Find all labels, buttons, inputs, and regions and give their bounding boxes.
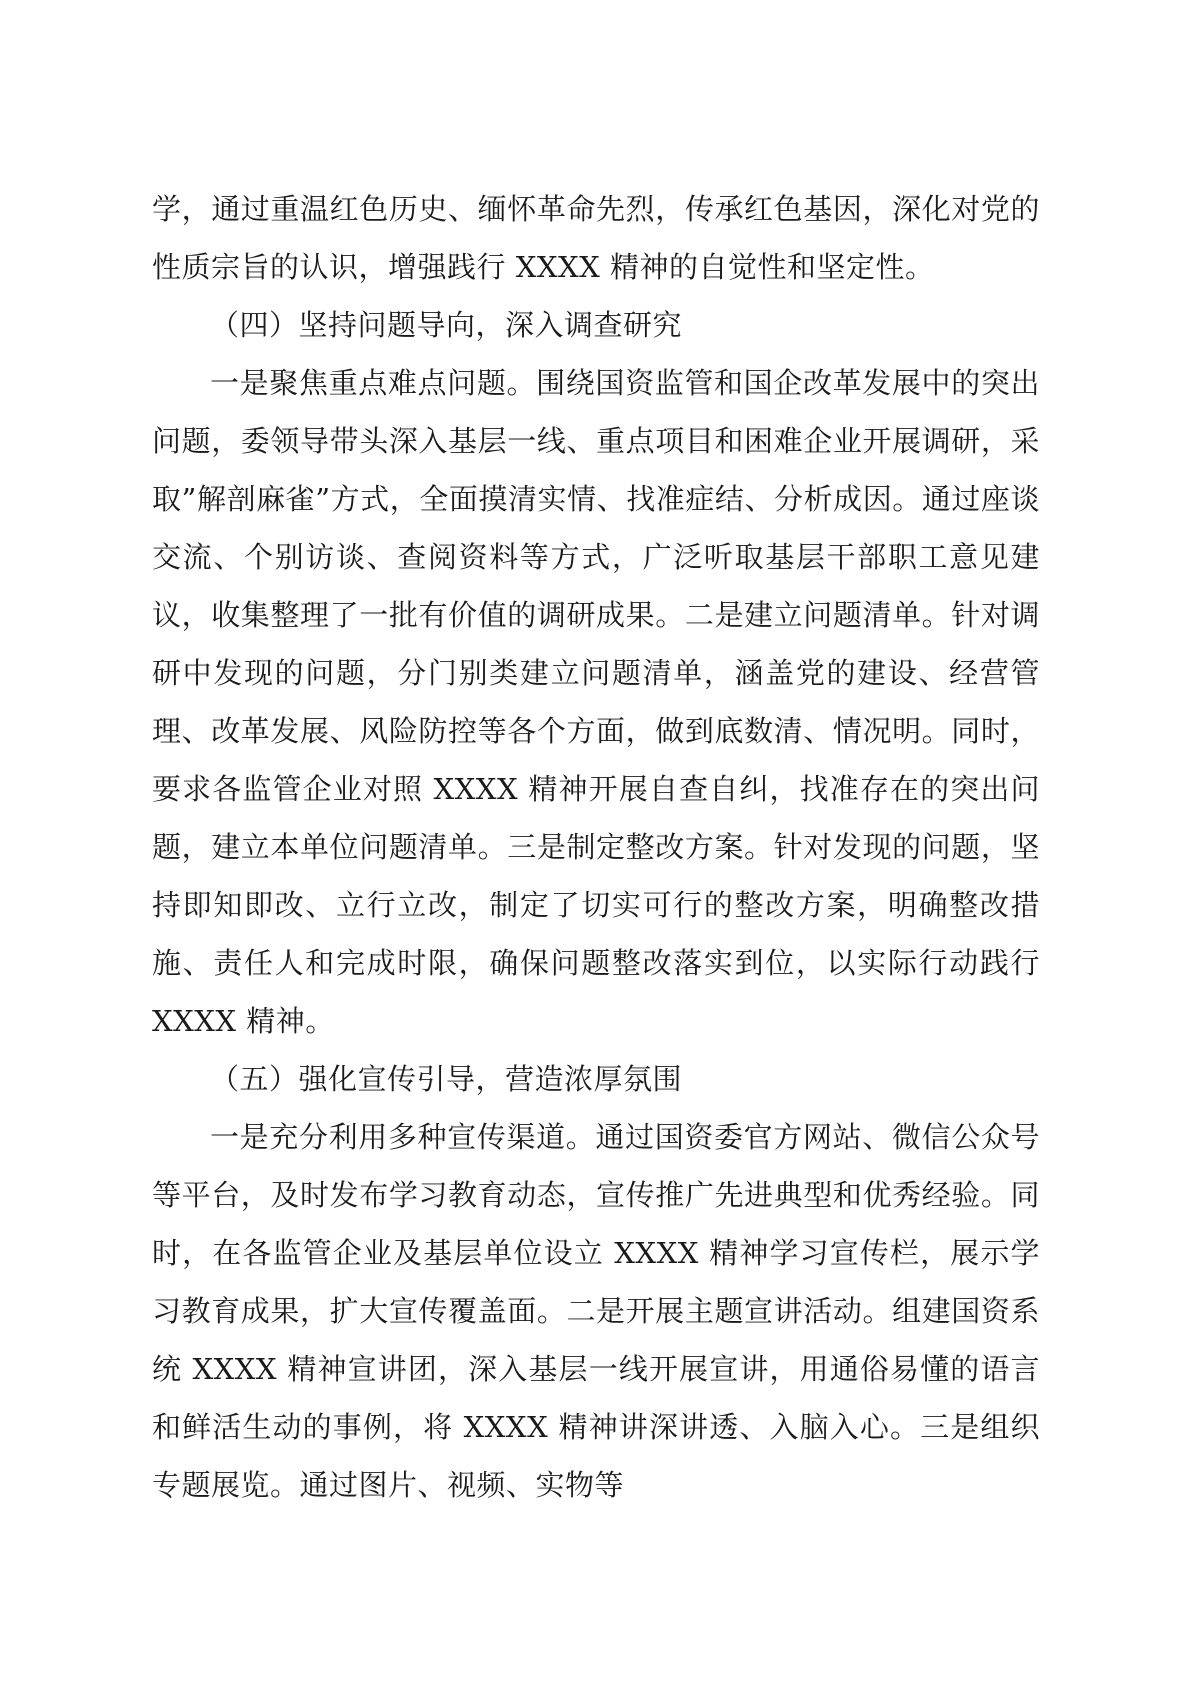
section-heading-four: （四）坚持问题导向，深入调查研究 [210, 308, 683, 342]
paragraph-continuation: 学，通过重温红色历史、缅怀革命先烈，传承红色基因，深化对党的性质宗旨的认识，增强践行 XXXX 精神的自觉性和坚定性。 [152, 192, 1040, 284]
section-heading-five: （五）强化宣传引导，营造浓厚氛围 [210, 1062, 683, 1096]
paragraph-publicity: 一是充分利用多种宣传渠道。通过国资委官方网站、微信公众号等平台，及时发布学习教育动态，宣传推广先进典型和优秀经验。同时，在各监管企业及基层单位设立 XXXX 精神学习宣传栏，展示学习教育成果，扩大宣传覆盖面。二是开展主题宣讲活动。组建国资系统 XXXX 精神宣讲团，深入基层一线开展宣讲，用通俗易懂的语言和鲜活生动的事例，将 XXXX 精神讲深讲透、入脑入心。三是组织专题展览。通过图片、视频、实物等 [152, 1120, 1040, 1502]
paragraph-investigation: 一是聚焦重点难点问题。围绕国资监管和国企改革发展中的突出问题，委领导带头深入基层一线、重点项目和困难企业开展调研，采取”解剖麻雀”方式，全面摸清实情、找准症结、分析成因。通过座谈交流、个别访谈、查阅资料等方式，广泛听取基层干部职工意见建议，收集整理了一批有价值的调研成果。二是建立问题清单。针对调研中发现的问题，分门别类建立问题清单，涵盖党的建设、经营管理、改革发展、风险防控等各个方面，做到底数清、情况明。同时，要求各监管企业对照 XXXX 精神开展自查自纠，找准存在的突出问题，建立本单位问题清单。三是制定整改方案。针对发现的问题，坚持即知即改、立行立改，制定了切实可行的整改方案，明确整改措施、责任人和完成时限，确保问题整改落实到位，以实际行动践行 XXXX 精神。 [152, 366, 1040, 1038]
document-body [152, 180, 1040, 1514]
